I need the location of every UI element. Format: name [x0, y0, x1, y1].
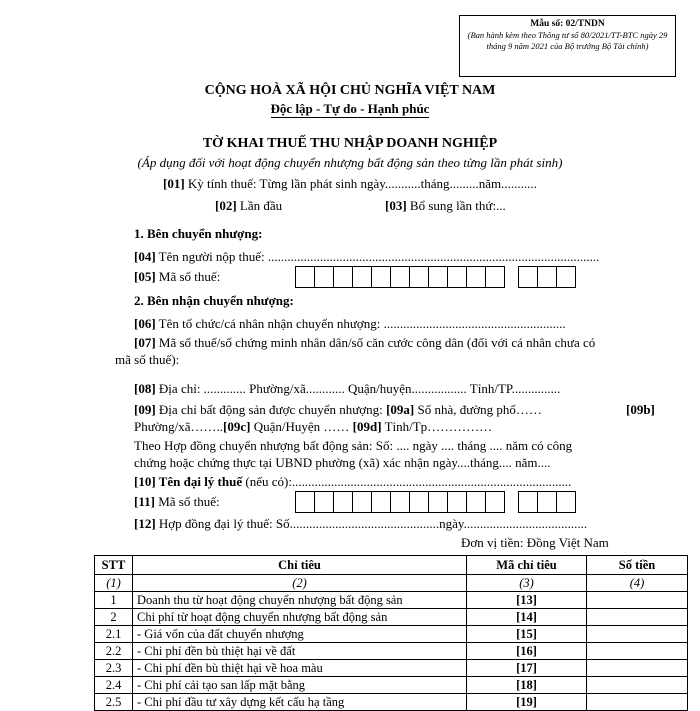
- code-cell: [15]: [467, 626, 587, 643]
- stt-cell: 1: [95, 592, 133, 609]
- indicator-cell: - Giá vốn của đất chuyển nhượng: [133, 626, 467, 643]
- tax-code-cell[interactable]: [485, 266, 505, 288]
- field-11-text: Mã số thuế:: [154, 494, 220, 509]
- field-08[interactable]: [134, 381, 560, 397]
- field-01-text: Kỳ tính thuế: Từng lần phát sinh ngày...........tháng.........năm...........: [184, 176, 537, 191]
- tax-code-cell[interactable]: [537, 266, 557, 288]
- field-03-text: Bổ sung lần thứ:...: [406, 198, 506, 213]
- field-09-line2[interactable]: [134, 419, 492, 435]
- indicator-cell: - Chi phí cải tạo san lấp mặt bằng: [133, 677, 467, 694]
- field-06-text: Tên tổ chức/cá nhân nhận chuyển nhượng: ........................................................: [155, 316, 566, 331]
- col-header-code: Mã chỉ tiêu: [467, 556, 587, 575]
- indicator-cell: - Chi phí đền bù thiệt hại về hoa màu: [133, 660, 467, 677]
- table-row: [95, 694, 688, 711]
- form-code-note: (Ban hành kèm theo Thông tư số 80/2021/TT-BTC ngày 29 tháng 9 năm 2021 của Bộ trưởng Bộ Tài chính): [467, 30, 668, 51]
- index-cell: (1): [95, 575, 133, 592]
- field-09-code: [09]: [134, 402, 156, 417]
- tax-code-cell[interactable]: [447, 266, 467, 288]
- field-07-code: [07]: [134, 335, 156, 350]
- index-cell: (2): [133, 575, 467, 592]
- field-05-code: [05]: [134, 269, 156, 284]
- col-header-indicator: Chỉ tiêu: [133, 556, 467, 575]
- amount-cell[interactable]: [587, 660, 688, 677]
- field-07[interactable]: [134, 335, 595, 351]
- field-04-text: Tên người nộp thuế: ......................................................................................................: [155, 249, 600, 264]
- tax-code-cell[interactable]: [409, 266, 429, 288]
- field-11-code: [11]: [134, 494, 155, 509]
- stt-cell: 2: [95, 609, 133, 626]
- tax-code-cell[interactable]: [466, 266, 486, 288]
- table-row: [95, 626, 688, 643]
- field-10-code: [10]: [134, 474, 156, 489]
- field-09c-code: [09c]: [223, 419, 251, 434]
- tax-code-cell[interactable]: [314, 266, 334, 288]
- table-row: [95, 643, 688, 660]
- section-transferor: 1. Bên chuyển nhượng:: [134, 226, 263, 241]
- amount-cell[interactable]: [587, 609, 688, 626]
- tax-code-cell[interactable]: [428, 491, 448, 513]
- field-02[interactable]: [215, 198, 282, 214]
- page-title: TỜ KHAI THUẾ THU NHẬP DOANH NGHIỆP: [202, 136, 498, 151]
- stt-cell: 2.3: [95, 660, 133, 677]
- tax-code-cell[interactable]: [352, 266, 372, 288]
- form-code-box: [459, 15, 676, 77]
- amount-cell[interactable]: [587, 643, 688, 660]
- field-07-line2: mã số thuế):: [115, 352, 180, 367]
- tax-code-cell[interactable]: [556, 266, 576, 288]
- table-row: [95, 660, 688, 677]
- tax-code-cell[interactable]: [556, 491, 576, 513]
- field-05-text: Mã số thuế:: [155, 269, 221, 284]
- field-09d-code: [09d]: [352, 419, 382, 434]
- field-12-text: Hợp đồng đại lý thuế: Số..............................................ngày......................................: [155, 516, 588, 531]
- tax-code-cell[interactable]: [390, 491, 410, 513]
- tax-code-cell[interactable]: [447, 491, 467, 513]
- table-row: [95, 609, 688, 626]
- field-09a-code: [09a]: [386, 402, 415, 417]
- field-09d-text: Tỉnh/Tp……………: [381, 419, 493, 434]
- col-header-amount: Số tiền: [587, 556, 688, 575]
- field-03[interactable]: [385, 198, 506, 214]
- tax-code-cell[interactable]: [314, 491, 334, 513]
- tax-code-cell[interactable]: [333, 266, 353, 288]
- code-cell: [18]: [467, 677, 587, 694]
- field-10[interactable]: [134, 474, 571, 490]
- tax-code-cell[interactable]: [518, 491, 538, 513]
- stt-cell: 2.2: [95, 643, 133, 660]
- tax-code-cell[interactable]: [466, 491, 486, 513]
- field-03-code: [03]: [385, 198, 407, 213]
- tax-code-cell[interactable]: [409, 491, 429, 513]
- currency-unit: Đơn vị tiền: Đồng Việt Nam: [461, 535, 609, 550]
- index-cell: (3): [467, 575, 587, 592]
- field-02-text: Lần đầu: [236, 198, 283, 213]
- field-05: [134, 269, 220, 285]
- code-cell: [13]: [467, 592, 587, 609]
- indicator-table: [94, 555, 688, 711]
- page-subtitle: (Áp dụng đối với hoạt động chuyển nhượng bất động sản theo từng lần phát sinh): [137, 155, 563, 170]
- field-08-code: [08]: [134, 381, 156, 396]
- indicator-cell: - Chi phí đền bù thiệt hại về đất: [133, 643, 467, 660]
- indicator-cell: - Chi phí đầu tư xây dựng kết cấu hạ tầng: [133, 694, 467, 711]
- stt-cell: 2.5: [95, 694, 133, 711]
- table-index-row: [95, 575, 688, 592]
- field-09c-text: Quận/Huyện ……: [250, 419, 350, 434]
- stt-cell: 2.4: [95, 677, 133, 694]
- field-10-label: Tên đại lý thuế: [155, 474, 243, 489]
- amount-cell[interactable]: [587, 677, 688, 694]
- amount-cell[interactable]: [587, 592, 688, 609]
- field-02-code: [02]: [215, 198, 237, 213]
- nation-heading: CỘNG HOÀ XÃ HỘI CHỦ NGHĨA VIỆT NAM: [204, 83, 496, 98]
- tax-code-cell[interactable]: [485, 491, 505, 513]
- amount-cell[interactable]: [587, 694, 688, 711]
- tax-code-cell[interactable]: [333, 491, 353, 513]
- stt-cell: 2.1: [95, 626, 133, 643]
- motto-text: Độc lập - Tự do - Hạnh phúc: [270, 101, 430, 116]
- tax-code-cell[interactable]: [390, 266, 410, 288]
- table-row: [95, 677, 688, 694]
- code-cell: [19]: [467, 694, 587, 711]
- field-09b-text: Phường/xã……..: [134, 419, 224, 434]
- field-04[interactable]: [134, 249, 599, 265]
- motto: [0, 101, 700, 117]
- field-08-text: Địa chỉ: ............. Phường/xã............ Quận/huyện................. Tỉnh/TP...............: [155, 381, 561, 396]
- table-header-row: [95, 556, 688, 575]
- code-cell: [14]: [467, 609, 587, 626]
- field-11: [134, 494, 220, 510]
- indicator-cell: Chi phí từ hoạt động chuyển nhượng bất động sản: [133, 609, 467, 626]
- field-01-code: [01]: [163, 176, 185, 191]
- field-12[interactable]: [134, 516, 587, 532]
- tax-code-cell[interactable]: [537, 491, 557, 513]
- field-07-text: Mã số thuế/số chứng minh nhân dân/số căn cước công dân (đối với cá nhân chưa có: [155, 335, 596, 350]
- field-12-code: [12]: [134, 516, 156, 531]
- field-06[interactable]: [134, 316, 566, 332]
- tax-code-cell[interactable]: [371, 491, 391, 513]
- field-09-text: Địa chỉ bất động sản được chuyển nhượng:: [155, 402, 387, 417]
- contract-line-1: Theo Hợp đồng chuyển nhượng bất động sản: Số: .... ngày .... tháng .... năm có công: [134, 438, 573, 453]
- field-09a-text: Số nhà, đường phố……: [414, 402, 542, 417]
- col-header-stt: STT: [95, 556, 133, 575]
- code-cell: [17]: [467, 660, 587, 677]
- field-09b-code: [09b]: [626, 402, 655, 417]
- tax-code-cell[interactable]: [352, 491, 372, 513]
- tax-code-boxes-05[interactable]: [296, 266, 576, 288]
- amount-cell[interactable]: [587, 626, 688, 643]
- code-cell: [16]: [467, 643, 587, 660]
- tax-code-cell[interactable]: [428, 266, 448, 288]
- table-row: [95, 592, 688, 609]
- field-06-code: [06]: [134, 316, 156, 331]
- contract-line-2: chứng hoặc chứng thực tại UBND phường (xã) xác nhận ngày....tháng.... năm....: [134, 455, 551, 470]
- tax-code-cell[interactable]: [295, 491, 315, 513]
- tax-code-boxes-11[interactable]: [296, 491, 576, 513]
- form-code: Mẫu số: 02/TNDN: [530, 19, 605, 29]
- tax-code-cell[interactable]: [371, 266, 391, 288]
- indicator-cell: Doanh thu từ hoạt động chuyển nhượng bất động sản: [133, 592, 467, 609]
- field-04-code: [04]: [134, 249, 156, 264]
- field-10-text: (nếu có):......................................................................................: [242, 474, 572, 489]
- tax-code-cell[interactable]: [295, 266, 315, 288]
- index-cell: (4): [587, 575, 688, 592]
- field-09[interactable]: [134, 402, 542, 418]
- section-transferee: 2. Bên nhận chuyển nhượng:: [134, 293, 294, 308]
- field-01[interactable]: [163, 176, 537, 192]
- tax-code-cell[interactable]: [518, 266, 538, 288]
